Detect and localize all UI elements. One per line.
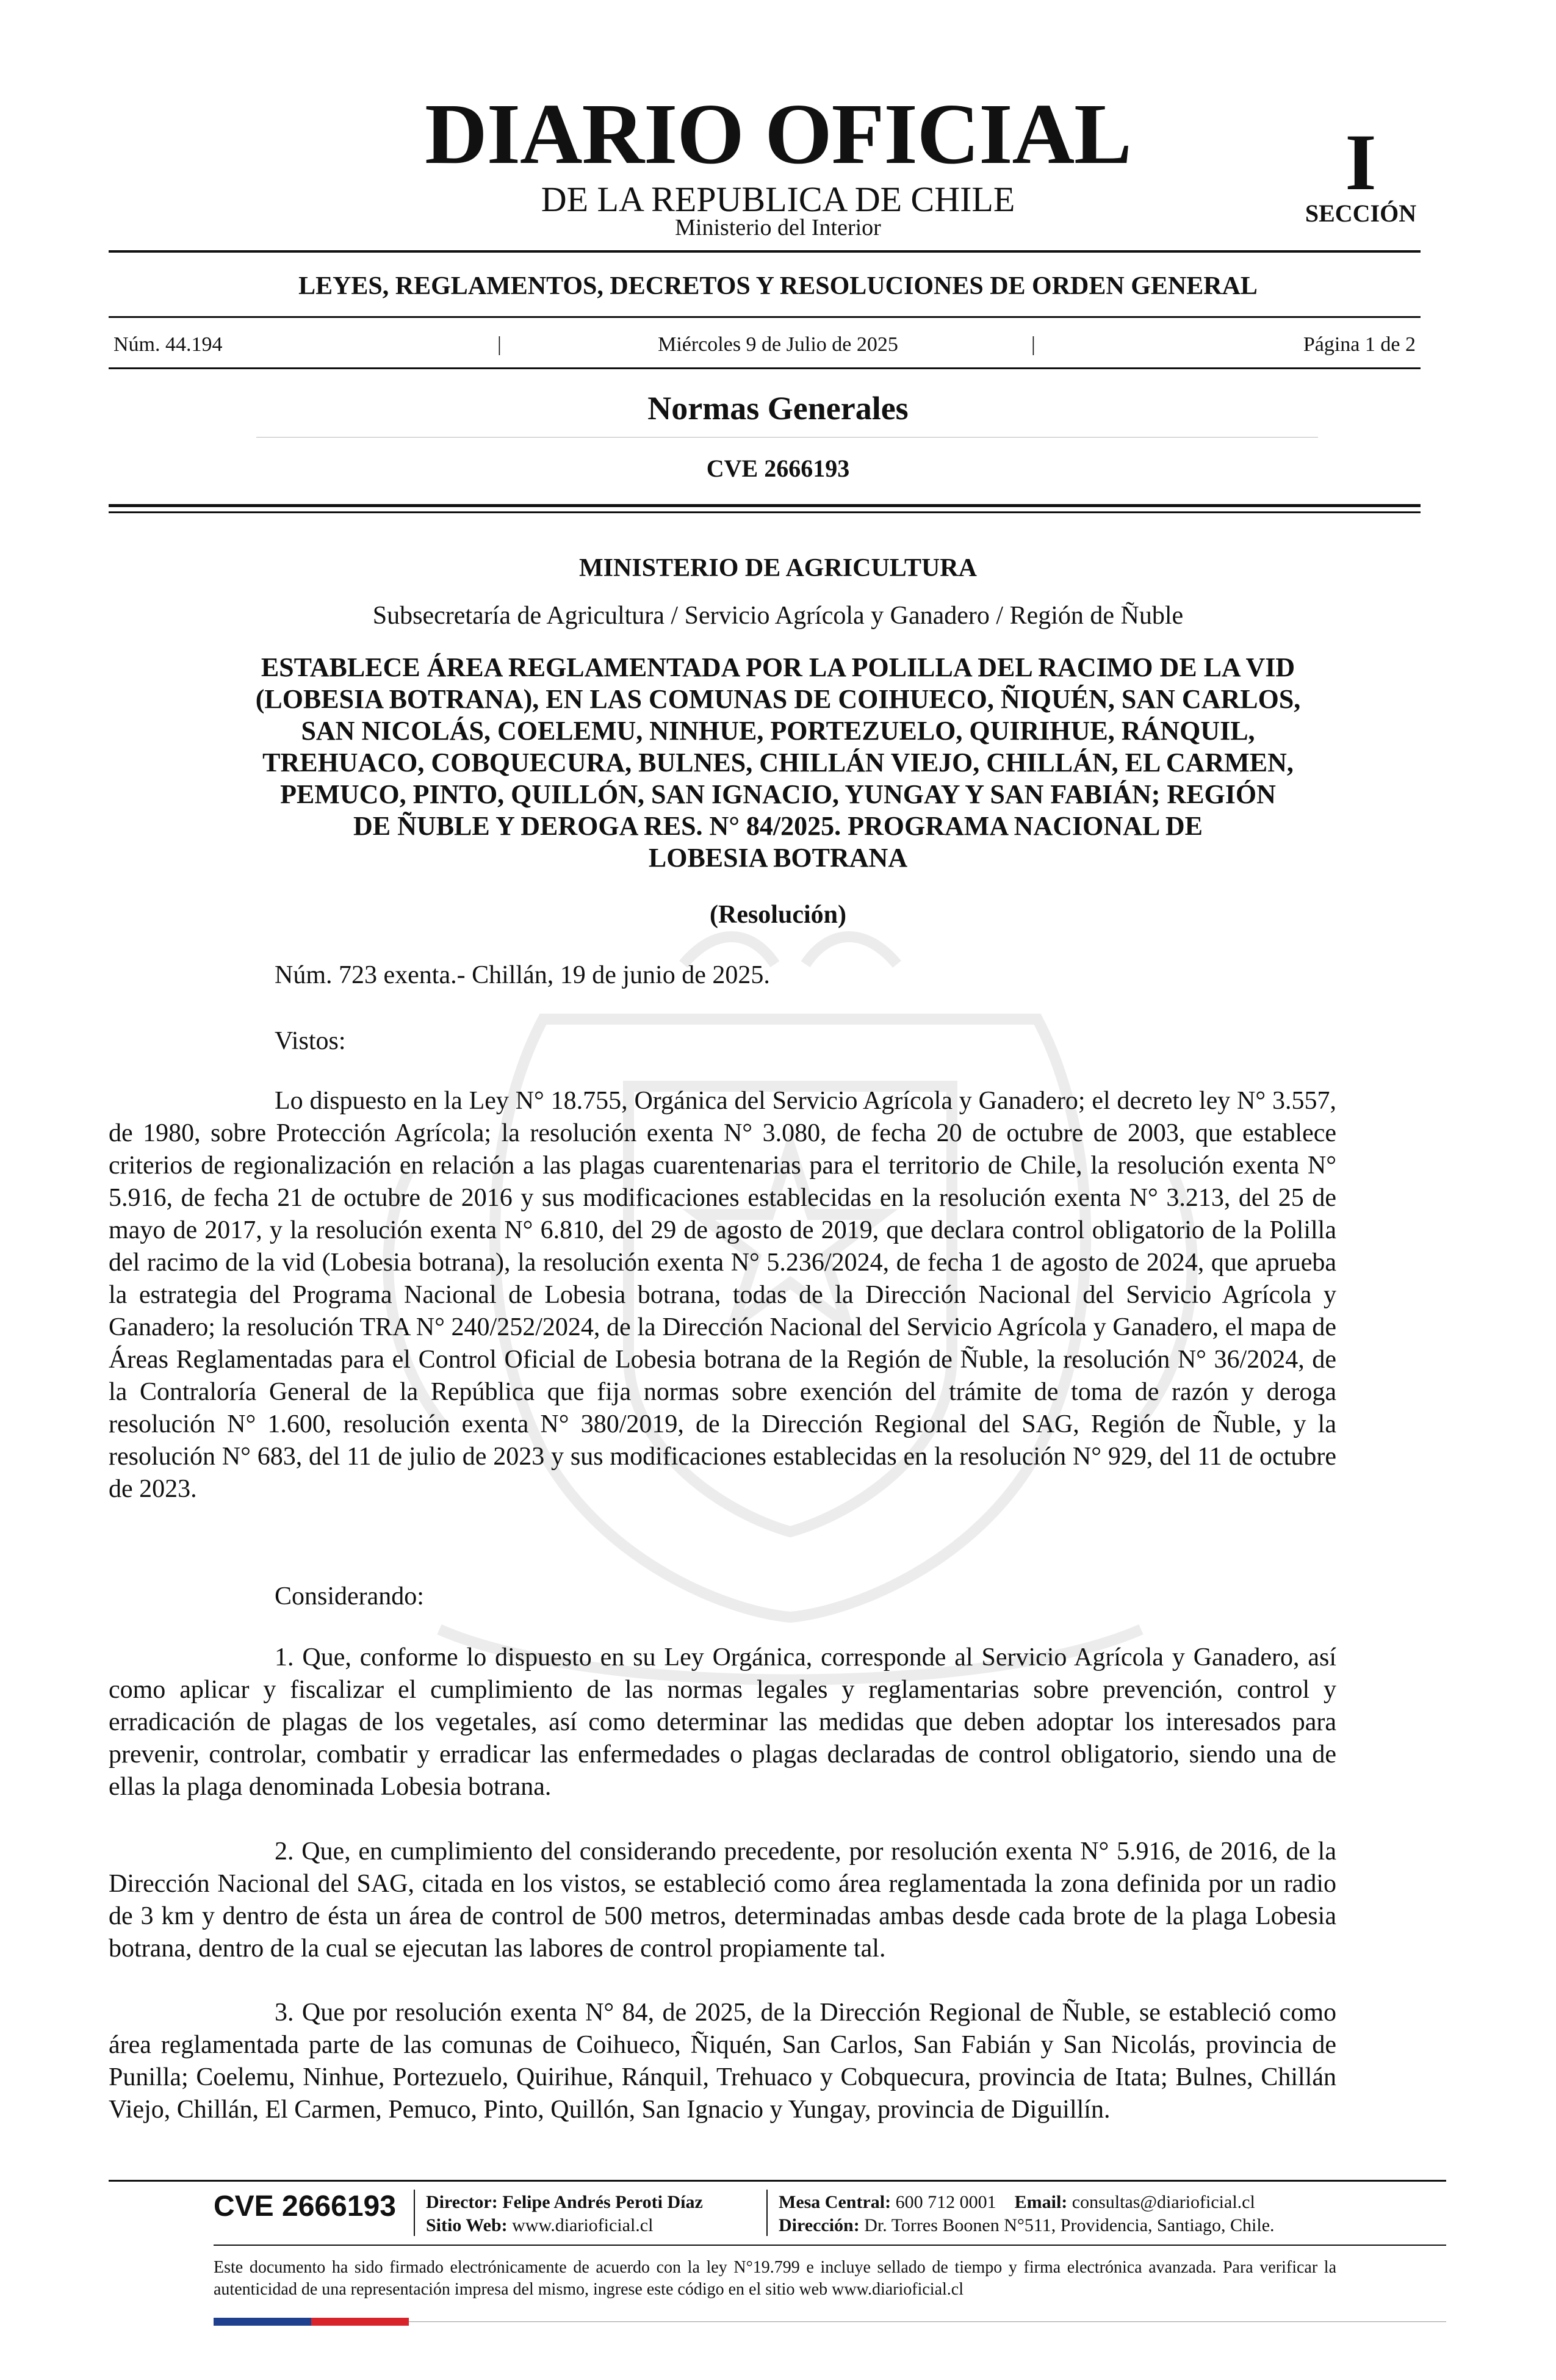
masthead-ministry: Ministerio del Interior <box>675 215 881 240</box>
section-number: I <box>1345 117 1377 207</box>
email-label: Email: <box>1014 2192 1068 2212</box>
page-indicator: Página 1 de 2 <box>1303 333 1416 356</box>
meta-rule <box>109 367 1421 369</box>
section-heading: Normas Generales <box>647 390 909 427</box>
address-label: Dirección: <box>779 2215 860 2235</box>
laws-header: LEYES, REGLAMENTOS, DECRETOS Y RESOLUCIONES DE ORDEN GENERAL <box>298 272 1258 300</box>
footer-contact <box>779 2191 1275 2237</box>
resolution-number-line: Núm. 723 exenta.- Chillán, 19 de junio de 2025. <box>275 961 770 989</box>
footer-rule-top <box>109 2180 1446 2182</box>
flag-stripe-blue <box>214 2318 311 2326</box>
ministry-heading: MINISTERIO DE AGRICULTURA <box>579 554 977 582</box>
footer-divider-1 <box>414 2190 415 2236</box>
masthead-title: DIARIO OFICIAL <box>425 85 1131 182</box>
title-line: SAN NICOLÁS, COELEMU, NINHUE, PORTEZUELO, QUIRIHUE, RÁNQUIL, <box>301 716 1255 746</box>
phone-label: Mesa Central: <box>779 2192 891 2212</box>
considerando-2: 2. Que, en cumplimiento del considerando precedente, por resolución exenta N° 5.916, de 2016, de la Dirección Nacional del SAG, citada en los vistos, se estableció como área reglamentada la zona definida por un radio de 3 km y dentro de ésta un área de control de 500 metros, determinadas ambas desde cada brote de la plaga Lobesia botrana, dentro de la cual se ejecutan las labores de control propiamente tal. <box>109 1837 1336 1963</box>
meta-separator-left: | <box>497 333 502 356</box>
laws-rule <box>109 316 1421 318</box>
footer-rule-bottom <box>214 2245 1446 2246</box>
considerando-3: 3. Que por resolución exenta N° 84, de 2025, de la Dirección Regional de Ñuble, se estableció como área reglamentada parte de las comunas de Coihueco, Ñiquén, San Carlos, San Fabián y San Nicolás, provincia de Punilla; Coelemu, Ninhue, Portezuelo, Quirihue, Ránquil, Trehuaco y Cobquecura, provincia de Itata; Bulnes, Chillán Viejo, Chillán, El Carmen, Pemuco, Pinto, Quillón, San Ignacio y Yungay, provincia de Diguillín. <box>109 1999 1336 2124</box>
footer-legal-note: Este documento ha sido firmado electrónicamente de acuerdo con la ley N°19.799 e incluye sellado de tiempo y firma electrónica avanzada. Para verificar la autenticidad de una representación impresa del mismo, ingrese este código en el sitio web www.diarioficial.cl <box>214 2258 1336 2299</box>
footer-rule-final <box>409 2321 1446 2322</box>
title-line: ESTABLECE ÁREA REGLAMENTADA POR LA POLILLA DEL RACIMO DE LA VID <box>261 652 1295 682</box>
cve-rule-2 <box>109 511 1421 513</box>
email-link[interactable]: consultas@diarioficial.cl <box>1072 2192 1255 2212</box>
title-line: PEMUCO, PINTO, QUILLÓN, SAN IGNACIO, YUNGAY Y SAN FABIÁN; REGIÓN <box>280 779 1276 809</box>
web-label: Sitio Web: <box>426 2215 508 2235</box>
footer-divider-2 <box>766 2190 768 2236</box>
title-line: DE ÑUBLE Y DEROGA RES. N° 84/2025. PROGRAMA NACIONAL DE <box>353 811 1203 841</box>
issue-date: Miércoles 9 de Julio de 2025 <box>658 333 898 356</box>
resolution-title <box>201 652 1355 874</box>
vistos-label: Vistos: <box>275 1027 346 1055</box>
issue-number: Núm. 44.194 <box>113 333 223 356</box>
director-name: Felipe Andrés Peroti Díaz <box>502 2192 703 2212</box>
web-link[interactable]: www.diarioficial.cl <box>512 2215 654 2235</box>
vistos-paragraph: Lo dispuesto en la Ley N° 18.755, Orgánica del Servicio Agrícola y Ganadero; el decreto ley N° 3.557, de 1980, sobre Protección Agrícola; la resolución exenta N° 3.080, de fecha 20 de octubre de 2003, que establece criterios de regionalización en relación a las plagas cuarentenarias para el territorio de Chile, la resolución exenta N° 5.916, de fecha 21 de octubre de 2016 y sus modificaciones establecidas en la resolución exenta N° 3.213, del 25 de mayo de 2017, y la resolución exenta N° 6.810, del 29 de agosto de 2019, que declara control obligatorio de la Polilla del racimo de la vid (Lobesia botrana), la resolución exenta N° 5.236/2024, de fecha 1 de agosto de 2024, que aprueba la estrategia del Programa Nacional de Lobesia botrana, todas de la Dirección Nacional del Servicio Agrícola y Ganadero; la resolución TRA N° 240/252/2024, de la Dirección Nacional del Servicio Agrícola y Ganadero, el mapa de Áreas Reglamentadas para el Control Oficial de Lobesia botrana de la Región de Ñuble, la resolución N° 36/2024, de la Contraloría General de la República que fija normas sobre exención del trámite de toma de razón y deroga resolución N° 1.600, resolución exenta N° 380/2019, de la Dirección Regional del SAG, Región de Ñuble, y la resolución N° 683, del 11 de julio de 2023 y sus modificaciones establecidas en la resolución N° 929, del 11 de octubre de 2023. <box>109 1087 1336 1503</box>
document-type: (Resolución) <box>710 901 846 929</box>
cve-code: CVE 2666193 <box>706 455 850 482</box>
footer-director <box>426 2191 703 2237</box>
phone-number: 600 712 0001 <box>895 2192 996 2212</box>
address-text: Dr. Torres Boonen N°511, Providencia, Santiago, Chile. <box>864 2215 1275 2235</box>
title-line: (LOBESIA BOTRANA), EN LAS COMUNAS DE COIHUECO, ÑIQUÉN, SAN CARLOS, <box>255 684 1301 714</box>
masthead-subtitle: DE LA REPUBLICA DE CHILE <box>541 179 1015 219</box>
cve-rule-1 <box>109 504 1421 507</box>
director-label: Director: <box>426 2192 498 2212</box>
title-line: TREHUACO, COBQUECURA, BULNES, CHILLÁN VIEJO, CHILLÁN, EL CARMEN, <box>262 748 1294 777</box>
normas-rule <box>256 437 1318 438</box>
section-label: SECCIÓN <box>1305 200 1417 227</box>
subsecretaria-line: Subsecretaría de Agricultura / Servicio Agrícola y Ganadero / Región de Ñuble <box>372 602 1184 630</box>
considerando-label: Considerando: <box>275 1582 424 1610</box>
considerando-1: 1. Que, conforme lo dispuesto en su Ley Orgánica, corresponde al Servicio Agrícola y Ganadero, así como aplicar y fiscalizar el cumplimiento de las normas legales y reglamentarias sobre prevención, control y erradicación de plagas de los vegetales, así como determinar las medidas que deben adoptar los interesados para prevenir, controlar, combatir y erradicar las enfermedades o plagas declaradas de control obligatorio, siendo una de ellas la plaga denominada Lobesia botrana. <box>109 1643 1336 1801</box>
meta-separator-right: | <box>1031 333 1036 356</box>
flag-stripe-red <box>311 2318 409 2326</box>
masthead-rule-top <box>109 250 1421 253</box>
title-line: LOBESIA BOTRANA <box>648 843 908 873</box>
footer-cve: CVE 2666193 <box>214 2190 396 2223</box>
